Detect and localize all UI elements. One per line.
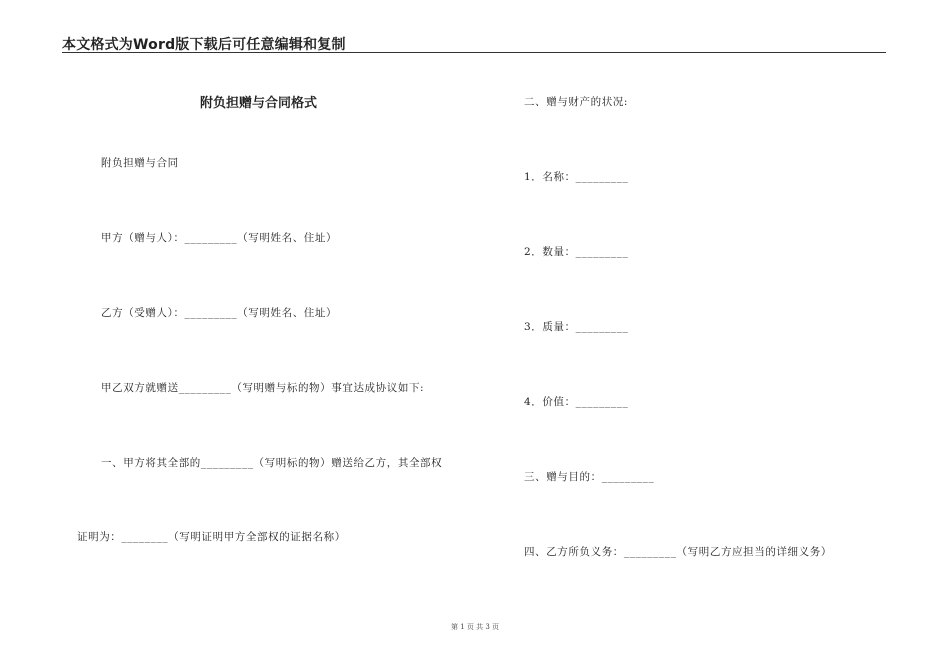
- list-item-value: 4．价值：_________: [524, 396, 629, 408]
- paragraph-party-a: 甲方（赠与人）：_________（写明姓名、住址）: [101, 232, 338, 244]
- paragraph-clause-one: 一、甲方将其全部的_________（写明标的物）赠送给乙方，其全部权: [101, 457, 443, 469]
- paragraph-agreement-intro: 甲乙双方就赠送_________（写明赠与标的物）事宜达成协议如下:: [101, 382, 425, 394]
- header-text: 本文格式为Word版下载后可任意编辑和复制: [62, 37, 346, 53]
- paragraph-contract-name: 附负担赠与合同: [101, 157, 179, 169]
- paragraph-ownership-proof: 证明为：________（写明证明甲方全部权的证据名称）: [77, 531, 346, 543]
- paragraph-clause-two: 二、赠与财产的状况:: [524, 96, 629, 108]
- list-item-quantity: 2．数量：_________: [524, 246, 629, 258]
- paragraph-clause-three: 三、赠与目的：_________: [524, 471, 655, 483]
- page-number: 第 1 页 共 3 页: [450, 623, 500, 631]
- paragraph-clause-four: 四、乙方所负义务：_________（写明乙方应担当的详细义务）: [524, 546, 832, 558]
- paragraph-party-b: 乙方（受赠人）：_________（写明姓名、住址）: [101, 307, 338, 319]
- header-divider: [62, 52, 886, 53]
- list-item-quality: 3．质量：_________: [524, 321, 629, 333]
- document-title: 附负担赠与合同格式: [200, 96, 318, 111]
- list-item-name: 1．名称：_________: [524, 171, 629, 183]
